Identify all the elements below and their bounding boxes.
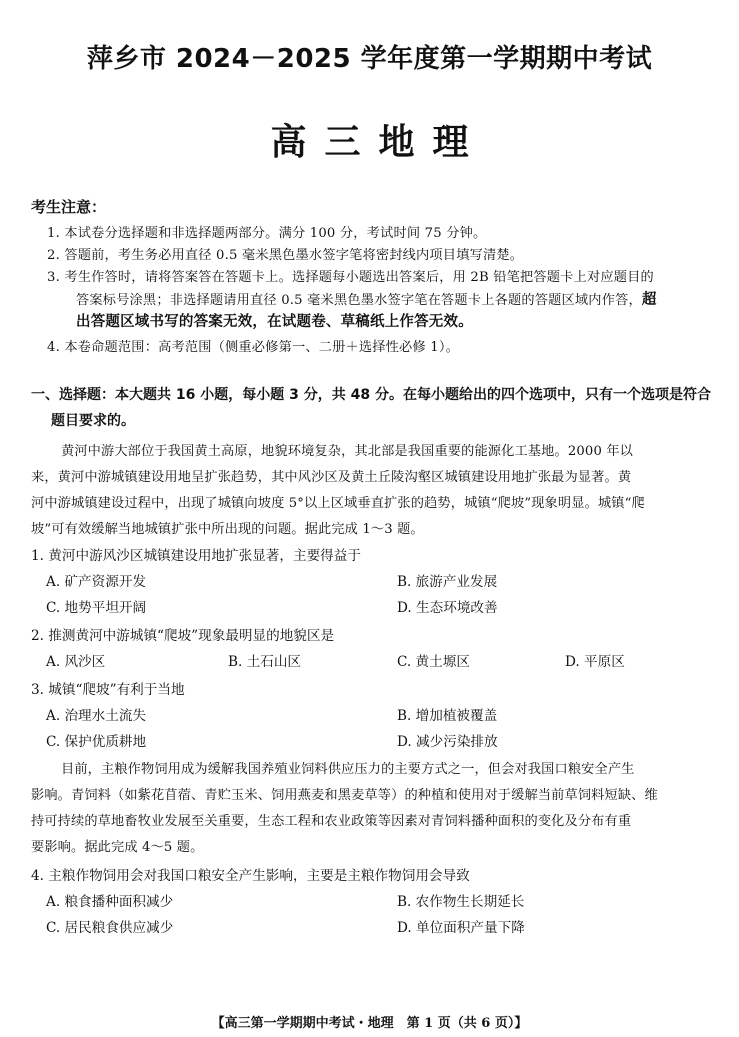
question-4-option-a: A. 粮食播种面积减少 (46, 894, 174, 910)
notice-bold-line: 出答题区域书写的答案无效，在试题卷、草稿纸上作答无效。 (76, 314, 473, 330)
notice-item-3: 3. 考生作答时，请将答案答在答题卡上。选择题每小题选出答案后，用 2B 铅笔把答题卡上对应题目的 (47, 270, 654, 285)
page-footer: 【高三第一学期期中考试・地理 第 1 页（共 6 页）】 (211, 1016, 528, 1031)
passage2-line2: 影响。青饲料（如紫花苜蓿、青贮玉米、饲用燕麦和黑麦草等）的种植和使用对于缓解当前草饲料短缺、维 (31, 788, 658, 803)
question-4-option-c: C. 居民粮食供应减少 (46, 920, 174, 936)
question-4-option-b: B. 农作物生长期延长 (397, 894, 525, 910)
question-4-option-d: D. 单位面积产量下降 (397, 920, 525, 936)
question-3-stem: 3. 城镇“爬坡”有利于当地 (31, 682, 185, 698)
exam-title: 萍乡市 2024－2025 学年度第一学期期中考试 (86, 44, 653, 74)
passage2-line1: 目前，主粮作物饲用成为缓解我国养殖业饲料供应压力的主要方式之一，但会对我国口粮安全产生 (61, 762, 635, 777)
section-heading-line2: 题目要求的。 (51, 413, 135, 429)
question-1-option-d: D. 生态环境改善 (397, 600, 498, 616)
passage1-line4: 坡”可有效缓解当地城镇扩张中所出现的问题。据此完成 1～3 题。 (31, 522, 424, 537)
question-2-option-a: A. 风沙区 (46, 654, 106, 670)
question-3-option-a: A. 治理水土流失 (46, 708, 147, 724)
notice-item-1: 1. 本试卷分选择题和非选择题两部分。满分 100 分，考试时间 75 分钟。 (47, 226, 487, 241)
passage1-line2: 来，黄河中游城镇建设用地呈扩张趋势，其中风沙区及黄土丘陵沟壑区城镇建设用地扩张最为显著。黄 (31, 470, 632, 485)
notice-heading: 考生注意： (31, 198, 107, 216)
notice-bold-start: 超 (641, 292, 657, 308)
section-heading-line1: 一、选择题：本大题共 16 小题，每小题 3 分，共 48 分。在每小题给出的四个选项中，只有一个选项是符合 (31, 387, 711, 403)
notice-item-4: 4. 本卷命题范围：高考范围（侧重必修第一、二册＋选择性必修 1）。 (47, 340, 459, 355)
question-2-stem: 2. 推测黄河中游城镇“爬坡”现象最明显的地貌区是 (31, 628, 335, 644)
question-2-option-d: D. 平原区 (565, 654, 625, 670)
passage2-line3: 持可持续的草地畜牧业发展至关重要，生态工程和农业政策等因素对青饲料播种面积的变化及分布有重 (31, 814, 632, 829)
notice-item-3-text: 答案标号涂黑；非选择题请用直径 0.5 毫米黑色墨水签字笔在答题卡上各题的答题区域内作答， (76, 293, 642, 308)
question-1-option-a: A. 矿产资源开发 (46, 574, 147, 590)
question-2-option-c: C. 黄土塬区 (397, 654, 470, 670)
notice-item-3-cont (76, 288, 657, 309)
question-1-option-b: B. 旅游产业发展 (397, 574, 498, 590)
passage2-line4: 要影响。据此完成 4～5 题。 (31, 840, 204, 855)
question-1-stem: 1. 黄河中游风沙区城镇建设用地扩张显著，主要得益于 (31, 548, 361, 564)
passage1-line3: 河中游城镇建设过程中，出现了城镇向坡度 5°以上区域垂直扩张的趋势，城镇“爬坡”现象明显。城镇“爬 (31, 496, 645, 511)
question-3-option-b: B. 增加植被覆盖 (397, 708, 498, 724)
question-3-option-d: D. 减少污染排放 (397, 734, 498, 750)
exam-subject: 高三地理 (270, 122, 487, 163)
question-2-option-b: B. 土石山区 (228, 654, 302, 670)
passage1-line1: 黄河中游大部位于我国黄土高原，地貌环境复杂，其北部是我国重要的能源化工基地。2000 年以 (61, 444, 633, 459)
question-3-option-c: C. 保护优质耕地 (46, 734, 147, 750)
question-4-stem: 4. 主粮作物饲用会对我国口粮安全产生影响，主要是主粮作物饲用会导致 (31, 868, 470, 884)
question-1-option-c: C. 地势平坦开阔 (46, 600, 147, 616)
notice-item-2: 2. 答题前，考生务必用直径 0.5 毫米黑色墨水签字笔将密封线内项目填写清楚。 (47, 248, 524, 263)
